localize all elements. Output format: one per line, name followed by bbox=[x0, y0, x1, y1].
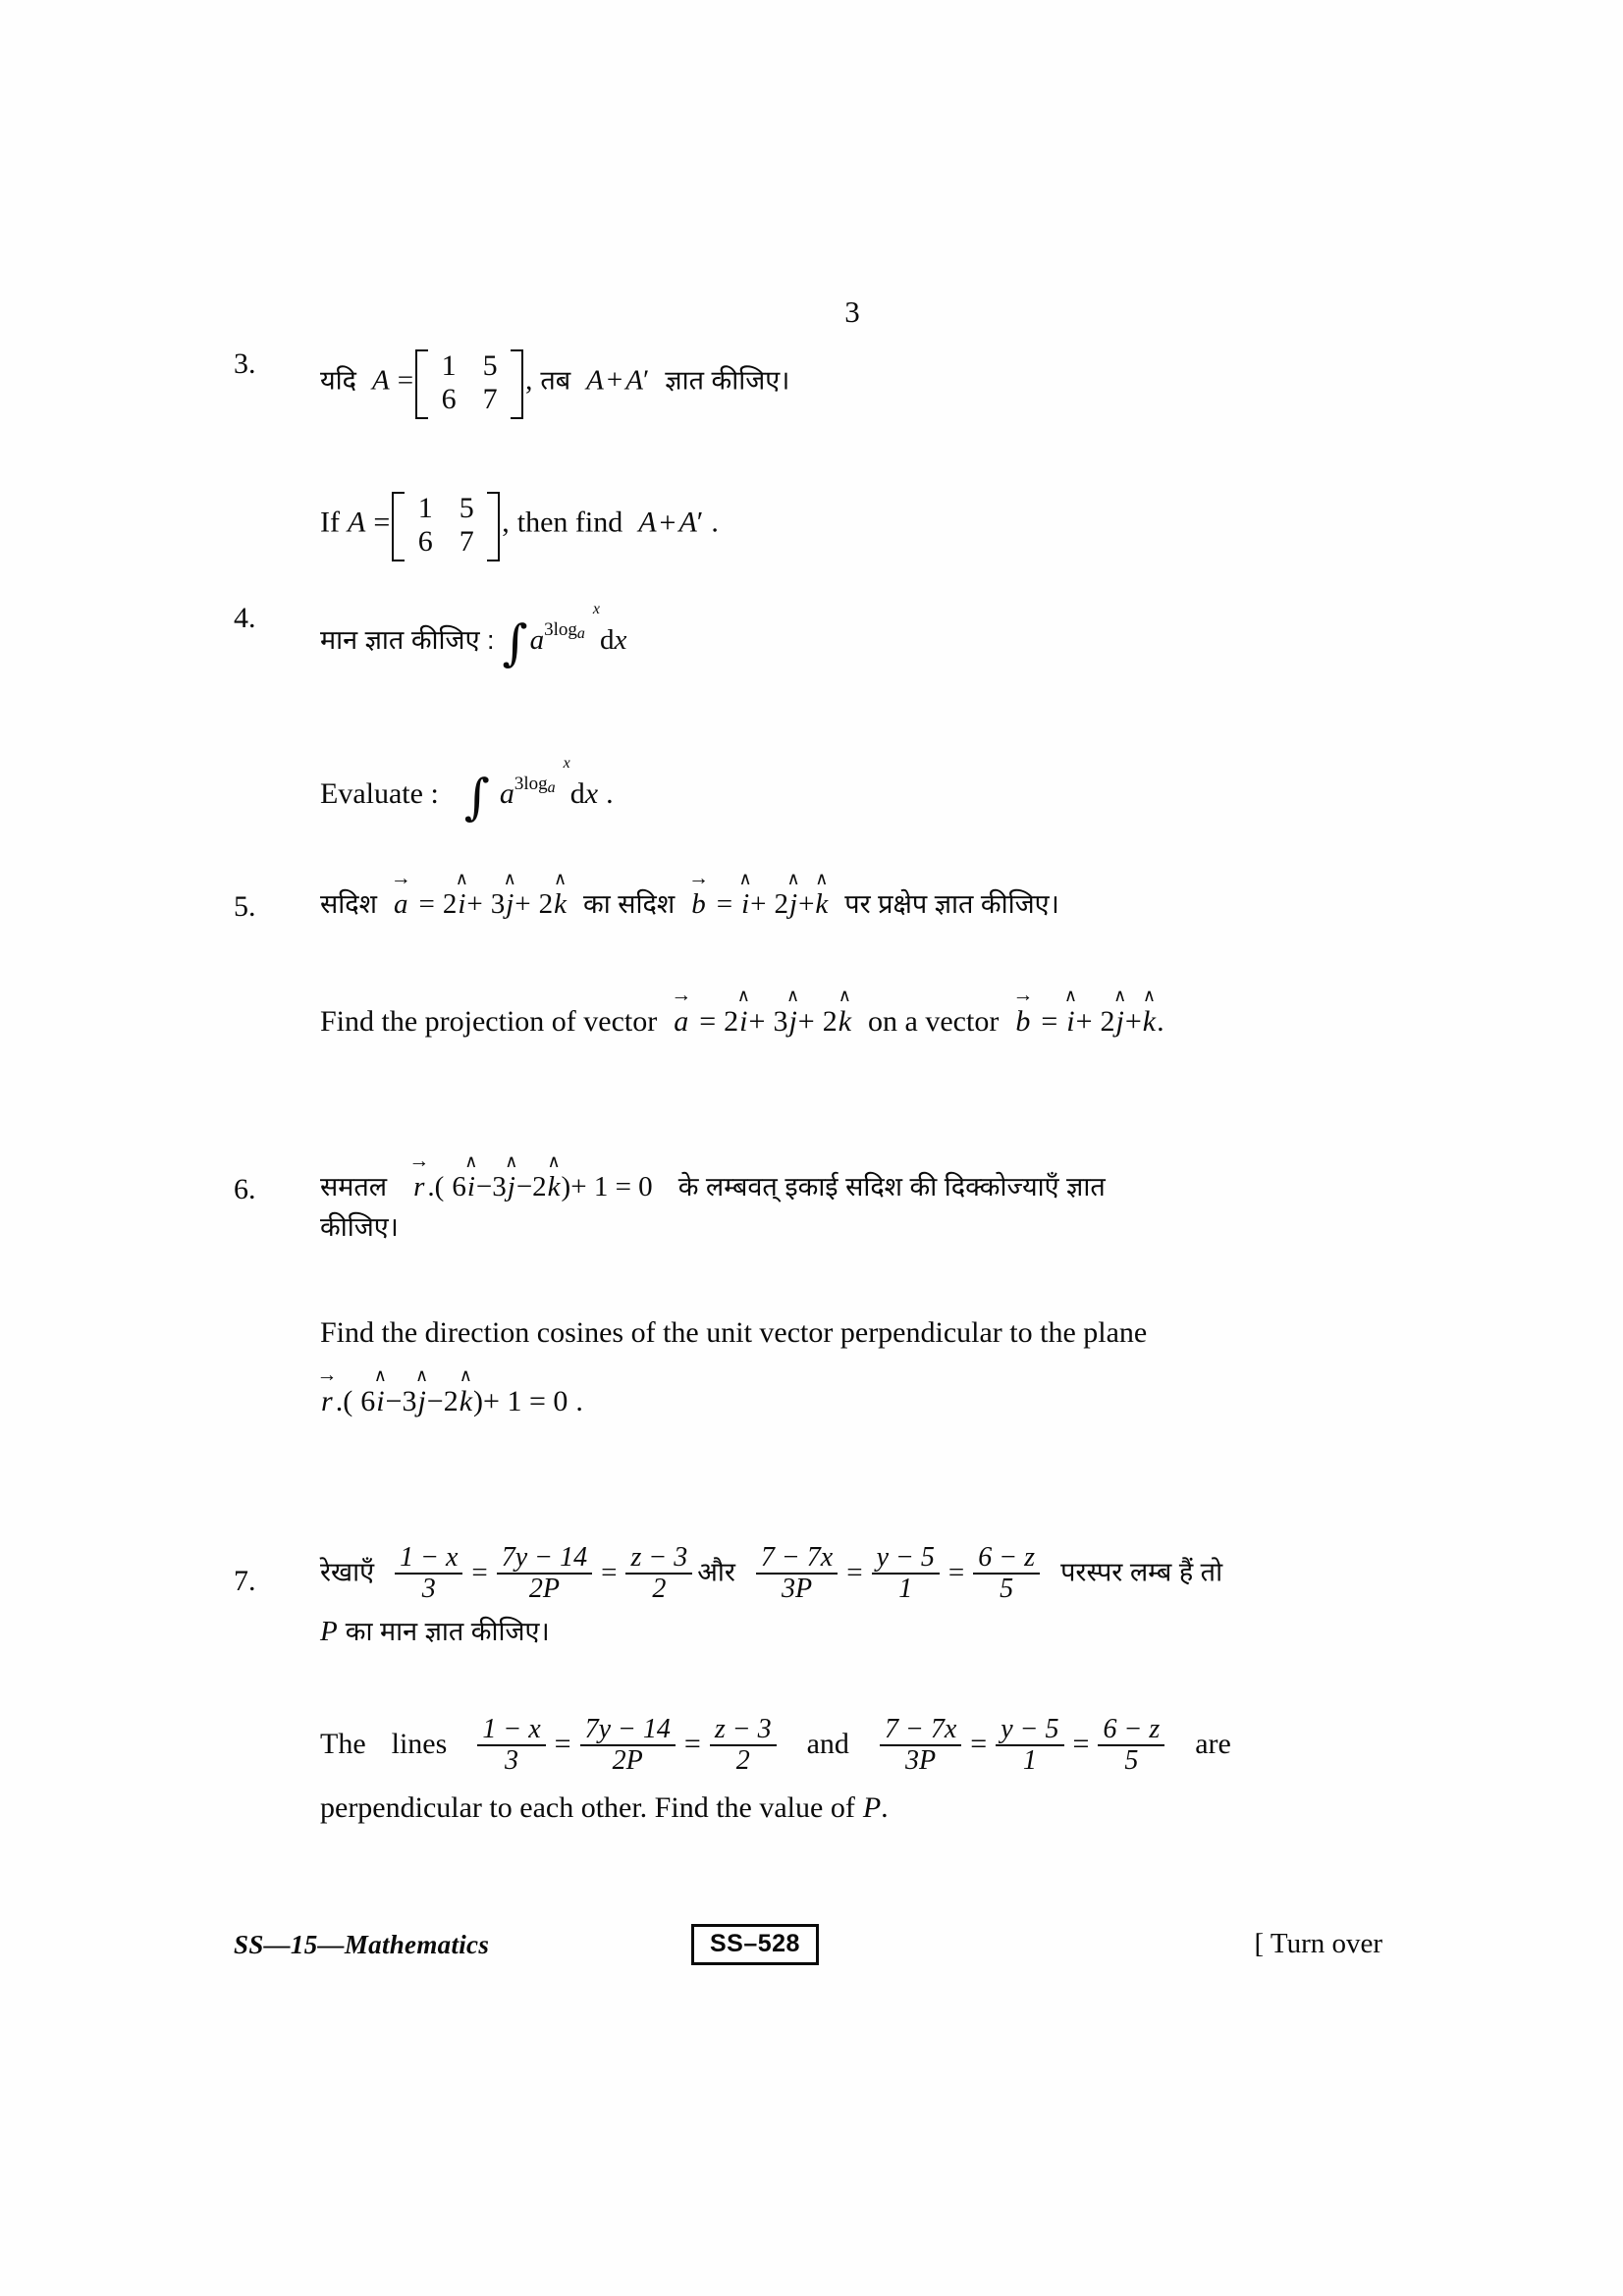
q6-hi-dot: .( bbox=[427, 1171, 445, 1202]
q6-en-lead: Find the direction cosines of the unit vector perpendicular to the plane bbox=[320, 1316, 1148, 1349]
vector-arrow-icon: → bbox=[1012, 983, 1034, 1006]
frac-numerator: 6 − z bbox=[1103, 1714, 1161, 1744]
q4-hi-exp-log: log bbox=[553, 619, 577, 640]
q4-hi-exp-arg: x bbox=[592, 601, 600, 617]
q6-hi-tail-line1: के लम्बवत् इकाई सदिश की दिक्कोज्याएँ ज्ञात bbox=[677, 1172, 1106, 1201]
hat-icon: ∧ bbox=[736, 986, 750, 1005]
frac-numerator: 7 − 7x bbox=[884, 1714, 957, 1744]
q4-hi-dvar: x bbox=[614, 624, 627, 656]
q5-en-a7: k bbox=[838, 1005, 852, 1038]
question-5 bbox=[234, 866, 1382, 1157]
q3-hi-matrix bbox=[415, 349, 523, 415]
hat-icon: ∧ bbox=[464, 1151, 478, 1171]
q6-hi-t7: k bbox=[547, 1171, 561, 1202]
q6-hi-t5: − bbox=[515, 1171, 533, 1202]
q3-en-lead: If bbox=[320, 506, 340, 539]
frac-denominator: 3 bbox=[395, 1573, 462, 1603]
q5-en-vec-b: b bbox=[1015, 1005, 1031, 1038]
q3-en-expr-b: A bbox=[678, 506, 697, 539]
q5-hi-tail: पर प्रक्षेप ज्ञात कीजिए। bbox=[844, 889, 1059, 919]
q6-hi-tail-line2: कीजिए। bbox=[320, 1212, 399, 1242]
q6-hi-t0: 6 bbox=[452, 1171, 466, 1202]
question-7 bbox=[234, 1525, 1382, 1849]
frac-denominator: 2P bbox=[580, 1744, 676, 1775]
q7-hi-frac-3 bbox=[625, 1544, 692, 1603]
q5-hi-a1: i bbox=[458, 888, 466, 920]
frac-denominator: 1 bbox=[872, 1573, 940, 1603]
q7-en-frac-4 bbox=[880, 1716, 961, 1775]
question-5-english bbox=[320, 919, 1382, 1037]
q5-en-b5: k bbox=[1142, 1005, 1157, 1038]
frac-numerator: 1 − x bbox=[400, 1542, 459, 1573]
q7-en-eq-2: = bbox=[683, 1727, 701, 1760]
q5-hi-vec-a: a bbox=[393, 888, 408, 920]
question-7-hindi-line2 bbox=[320, 1604, 1382, 1646]
q6-en-vec-r: r bbox=[321, 1385, 333, 1417]
q4-hi-base: a bbox=[529, 624, 545, 656]
q7-en-lead: The bbox=[320, 1727, 366, 1760]
q5-hi-b2: 2 bbox=[774, 888, 788, 920]
q3-en-tail: . bbox=[711, 506, 719, 539]
q5-hi-a7: k bbox=[554, 888, 568, 920]
q3-en-var: A bbox=[347, 506, 366, 539]
q5-hi-a4: j bbox=[506, 888, 514, 920]
q3-hi-var: A bbox=[372, 364, 390, 397]
frac-denominator: 3 bbox=[477, 1744, 545, 1775]
frac-numerator: 1 − x bbox=[482, 1714, 541, 1744]
q7-hi-lead: रेखाएँ bbox=[320, 1557, 375, 1587]
vector-b-symbol bbox=[1012, 983, 1034, 1038]
q5-en-b3: j bbox=[1115, 1005, 1124, 1038]
q6-hi-t6: 2 bbox=[532, 1171, 547, 1202]
q6-hi-lead: समतल bbox=[320, 1172, 388, 1201]
question-6-number: 6. bbox=[234, 1173, 256, 1205]
unit-vector-i bbox=[1063, 986, 1077, 1038]
unit-vector-i bbox=[373, 1365, 387, 1417]
q5-hi-a3: 3 bbox=[490, 888, 506, 920]
question-6-hindi-line2 bbox=[320, 1201, 1382, 1242]
q7-en-tail-end: . bbox=[881, 1791, 889, 1824]
vector-arrow-icon: → bbox=[316, 1362, 338, 1386]
hat-icon: ∧ bbox=[415, 1365, 429, 1385]
matrix-left-bracket bbox=[415, 349, 428, 419]
hat-icon: ∧ bbox=[373, 1365, 387, 1385]
hat-icon: ∧ bbox=[459, 1365, 472, 1385]
vector-a-symbol bbox=[390, 866, 411, 920]
q3-en-comma: , bbox=[502, 506, 510, 539]
q7-en-eq-1: = bbox=[554, 1727, 571, 1760]
q4-en-base: a bbox=[499, 777, 514, 810]
integral-icon: ∫ bbox=[463, 769, 490, 826]
vector-r-symbol bbox=[316, 1362, 338, 1417]
q3-hi-comma: , bbox=[525, 364, 533, 397]
q5-hi-a5: + bbox=[514, 888, 531, 920]
question-5-hindi bbox=[320, 866, 1382, 920]
q5-en-vec-a: a bbox=[674, 1005, 689, 1038]
unit-vector-k bbox=[814, 869, 829, 920]
q4-hi-exp-coeff: 3 bbox=[544, 619, 554, 640]
frac-denominator: 3P bbox=[756, 1573, 838, 1603]
q4-en-exp-coeff: 3 bbox=[514, 774, 524, 794]
q7-hi-eq-3: = bbox=[846, 1556, 863, 1588]
q5-en-eq1: = bbox=[699, 1005, 717, 1038]
q7-en-tail-pre: are bbox=[1195, 1727, 1231, 1760]
q6-hi-t1: i bbox=[466, 1171, 475, 1202]
question-6-hindi-line1 bbox=[320, 1148, 1382, 1202]
q5-hi-b1: + bbox=[750, 888, 767, 920]
q3-en-m10: 6 bbox=[417, 524, 433, 558]
q4-en-tail: . bbox=[606, 777, 614, 810]
q3-en-m01: 5 bbox=[459, 492, 474, 525]
question-7-hindi-line1 bbox=[320, 1525, 1382, 1604]
q5-hi-lead: सदिश bbox=[320, 889, 377, 919]
q6-en-tail: . bbox=[575, 1385, 583, 1417]
q7-en-eq-3: = bbox=[970, 1727, 988, 1760]
question-4-hindi bbox=[320, 588, 1382, 671]
unit-vector-k bbox=[838, 986, 852, 1038]
q5-en-a3: 3 bbox=[773, 1005, 788, 1038]
q7-hi-eq-2: = bbox=[601, 1556, 618, 1588]
q3-en-m11: 7 bbox=[459, 524, 474, 558]
q4-en-lead: Evaluate : bbox=[320, 777, 439, 810]
hat-icon: ∧ bbox=[1113, 986, 1127, 1005]
q3-hi-lead: यदि bbox=[320, 365, 356, 396]
hat-icon: ∧ bbox=[815, 869, 829, 888]
frac-denominator: 2 bbox=[625, 1573, 692, 1603]
q7-hi-eq-4: = bbox=[947, 1556, 965, 1588]
vector-arrow-icon: → bbox=[390, 866, 411, 889]
q5-hi-b3: j bbox=[789, 888, 798, 920]
q6-hi-t4: j bbox=[507, 1171, 515, 1202]
q3-hi-plus: + bbox=[606, 364, 623, 397]
q5-hi-b5: k bbox=[815, 888, 829, 920]
q4-hi-lead: मान ज्ञात कीजिए : bbox=[320, 625, 495, 655]
q6-hi-t2: − bbox=[475, 1171, 493, 1202]
vector-arrow-icon: → bbox=[408, 1148, 430, 1172]
q7-hi-conj: और bbox=[697, 1557, 735, 1587]
hat-icon: ∧ bbox=[503, 869, 516, 888]
q6-hi-plus-one: + 1 = 0 bbox=[570, 1171, 653, 1202]
unit-vector-j bbox=[503, 869, 516, 920]
q6-en-t6: 2 bbox=[443, 1385, 459, 1417]
q5-hi-b0: i bbox=[741, 888, 750, 920]
q6-en-plus-one: + 1 = 0 bbox=[483, 1385, 568, 1417]
q7-hi-tail-line2: का मान ज्ञात कीजिए। bbox=[345, 1617, 550, 1646]
unit-vector-k bbox=[1142, 986, 1157, 1038]
frac-numerator: y − 5 bbox=[1001, 1714, 1059, 1744]
q5-hi-a2: + bbox=[466, 888, 483, 920]
unit-vector-i bbox=[464, 1151, 478, 1202]
unit-vector-j bbox=[1113, 986, 1127, 1038]
q6-en-t5: − bbox=[426, 1385, 444, 1417]
page-content bbox=[234, 294, 1382, 1849]
matrix-right-bracket bbox=[511, 349, 523, 419]
question-7-number: 7. bbox=[234, 1565, 256, 1597]
q5-en-a1: i bbox=[739, 1005, 748, 1038]
q6-en-t0: 6 bbox=[360, 1385, 376, 1417]
q5-en-a4: j bbox=[788, 1005, 797, 1038]
question-4-number: 4. bbox=[234, 602, 256, 634]
q5-en-lead: Find the projection of vector bbox=[320, 1005, 658, 1038]
hat-icon: ∧ bbox=[786, 986, 800, 1005]
q3-hi-m01: 5 bbox=[482, 349, 498, 382]
q7-hi-frac-2 bbox=[497, 1544, 592, 1603]
q3-en-then: then find bbox=[516, 506, 623, 539]
q5-en-a0: 2 bbox=[724, 1005, 739, 1038]
hat-icon: ∧ bbox=[547, 1151, 561, 1171]
vector-a-symbol bbox=[671, 983, 692, 1038]
q5-en-b2: 2 bbox=[1100, 1005, 1115, 1038]
q7-en-frac-1 bbox=[477, 1716, 545, 1775]
turn-over-label: [ Turn over bbox=[1254, 1928, 1382, 1959]
integral-icon: ∫ bbox=[502, 614, 528, 671]
subject-code-label: SS—15—Mathematics bbox=[234, 1930, 490, 1959]
question-6-english-line2 bbox=[316, 1348, 1382, 1417]
frac-denominator: 2 bbox=[710, 1744, 777, 1775]
q4-en-differential: d bbox=[569, 777, 585, 810]
frac-denominator: 2P bbox=[497, 1573, 592, 1603]
hat-icon: ∧ bbox=[1142, 986, 1157, 1005]
question-7-english-line2 bbox=[320, 1776, 1382, 1823]
q6-hi-t3: 3 bbox=[492, 1171, 507, 1202]
unit-vector-i bbox=[736, 986, 750, 1038]
q7-hi-eq-1: = bbox=[471, 1556, 488, 1588]
frac-denominator: 3P bbox=[880, 1744, 961, 1775]
q7-en-frac-6 bbox=[1098, 1716, 1164, 1775]
hat-icon: ∧ bbox=[1063, 986, 1077, 1005]
q7-hi-frac-1 bbox=[395, 1544, 462, 1603]
q5-en-mid: on a vector bbox=[868, 1005, 1000, 1038]
unit-vector-j bbox=[415, 1365, 429, 1417]
q6-en-dot: .( bbox=[335, 1385, 353, 1417]
q7-hi-frac-6 bbox=[973, 1544, 1040, 1603]
q3-hi-then: तब bbox=[540, 365, 571, 396]
q3-en-matrix bbox=[392, 492, 500, 558]
q6-en-close: ) bbox=[473, 1385, 484, 1417]
hat-icon: ∧ bbox=[554, 869, 568, 888]
unit-vector-k bbox=[459, 1365, 473, 1417]
hat-icon: ∧ bbox=[505, 1151, 518, 1171]
unit-vector-k bbox=[547, 1151, 562, 1202]
q4-en-exp-log-base: a bbox=[547, 779, 556, 796]
page-number: 3 bbox=[844, 294, 860, 329]
question-3-hindi bbox=[320, 347, 1382, 415]
hat-icon: ∧ bbox=[786, 869, 800, 888]
q3-en-m00: 1 bbox=[417, 492, 433, 525]
q7-en-frac-2 bbox=[580, 1716, 676, 1775]
q7-hi-frac-4 bbox=[756, 1544, 838, 1603]
frac-numerator: y − 5 bbox=[876, 1542, 935, 1573]
q5-hi-vec-b: b bbox=[691, 888, 706, 920]
question-3-english bbox=[320, 415, 1382, 558]
q3-hi-equals: = bbox=[397, 364, 414, 397]
unit-vector-j bbox=[786, 986, 800, 1038]
hat-icon: ∧ bbox=[455, 869, 468, 888]
q4-en-dvar: x bbox=[584, 777, 599, 810]
hat-icon: ∧ bbox=[838, 986, 851, 1005]
q6-en-t7: k bbox=[459, 1385, 473, 1417]
q3-hi-expr-a: A bbox=[586, 364, 604, 397]
frac-numerator: 7y − 14 bbox=[501, 1542, 588, 1573]
q7-en-tail-var: P bbox=[862, 1791, 882, 1824]
vector-arrow-icon: → bbox=[671, 983, 692, 1006]
q5-en-tail: . bbox=[1157, 1005, 1164, 1038]
q7-hi-frac-5 bbox=[872, 1544, 940, 1603]
question-3-number: 3. bbox=[234, 347, 256, 380]
q5-en-eq2: = bbox=[1041, 1005, 1058, 1038]
question-7-english-line1 bbox=[320, 1646, 1382, 1776]
q5-en-b4: + bbox=[1124, 1005, 1142, 1038]
q3-en-expr-a: A bbox=[638, 506, 657, 539]
q3-hi-expr-b: A bbox=[625, 364, 643, 397]
question-4-english bbox=[320, 667, 1382, 826]
q5-en-b0: i bbox=[1066, 1005, 1075, 1038]
question-5-number: 5. bbox=[234, 890, 256, 923]
q6-hi-close: ) bbox=[561, 1171, 571, 1202]
q6-en-t1: i bbox=[376, 1385, 385, 1417]
q7-en-frac-5 bbox=[996, 1716, 1063, 1775]
q7-en-conj: and bbox=[806, 1727, 849, 1760]
unit-vector-i bbox=[455, 869, 468, 920]
q7-hi-tail-var: P bbox=[320, 1616, 338, 1647]
frac-denominator: 5 bbox=[973, 1573, 1040, 1603]
frac-numerator: 7y − 14 bbox=[584, 1714, 671, 1744]
frac-denominator: 5 bbox=[1098, 1744, 1164, 1775]
q4-hi-exp-log-base: a bbox=[576, 625, 585, 642]
q3-hi-m10: 6 bbox=[441, 382, 457, 415]
matrix-left-bracket bbox=[392, 492, 405, 561]
q5-hi-a0: 2 bbox=[442, 888, 458, 920]
frac-numerator: 6 − z bbox=[978, 1542, 1036, 1573]
question-3 bbox=[234, 347, 1382, 588]
question-6 bbox=[234, 1148, 1382, 1525]
frac-numerator: 7 − 7x bbox=[760, 1542, 834, 1573]
q5-hi-b4: + bbox=[798, 888, 815, 920]
question-6-english-line1 bbox=[320, 1242, 1382, 1348]
q4-en-exp-arg: x bbox=[563, 755, 570, 772]
q3-hi-tail: ज्ञात कीजिए। bbox=[665, 365, 790, 396]
unit-vector-j bbox=[505, 1151, 518, 1202]
q6-en-t3: 3 bbox=[402, 1385, 417, 1417]
q4-hi-differential: d bbox=[599, 624, 615, 656]
paper-code-badge: SS–528 bbox=[691, 1924, 819, 1965]
q5-hi-mid: का सदिश bbox=[583, 889, 676, 919]
q5-en-a2: + bbox=[748, 1005, 766, 1038]
q3-hi-prime: ′ bbox=[642, 364, 650, 397]
unit-vector-k bbox=[553, 869, 568, 920]
q6-en-t2: − bbox=[385, 1385, 403, 1417]
q7-en-frac-3 bbox=[710, 1716, 777, 1775]
q4-en-exp-log: log bbox=[523, 774, 548, 794]
q5-en-a5: + bbox=[797, 1005, 815, 1038]
hat-icon: ∧ bbox=[738, 869, 752, 888]
q3-en-prime: ′ bbox=[696, 506, 704, 539]
vector-r-symbol bbox=[408, 1148, 430, 1202]
q6-hi-vec-r: r bbox=[413, 1171, 425, 1202]
q5-en-b1: + bbox=[1075, 1005, 1093, 1038]
q5-hi-eq1: = bbox=[418, 888, 435, 920]
q7-en-tail-line2: perpendicular to each other. Find the value of bbox=[320, 1791, 855, 1824]
q5-en-a6: 2 bbox=[822, 1005, 838, 1038]
q3-hi-m11: 7 bbox=[482, 382, 498, 415]
q5-hi-a6: 2 bbox=[538, 888, 554, 920]
matrix-right-bracket bbox=[487, 492, 500, 561]
q3-en-equals: = bbox=[373, 506, 391, 539]
vector-b-symbol bbox=[687, 866, 709, 920]
frac-numerator: z − 3 bbox=[630, 1542, 688, 1573]
q7-en-eq-4: = bbox=[1072, 1727, 1090, 1760]
page-footer bbox=[234, 1924, 1382, 1983]
unit-vector-i bbox=[738, 869, 752, 920]
unit-vector-j bbox=[786, 869, 800, 920]
q5-hi-eq2: = bbox=[716, 888, 733, 920]
q7-hi-tail-line1: परस्पर लम्ब हैं तो bbox=[1060, 1557, 1223, 1587]
frac-numerator: z − 3 bbox=[714, 1714, 772, 1744]
vector-arrow-icon: → bbox=[687, 866, 709, 889]
q3-hi-m00: 1 bbox=[441, 349, 457, 382]
frac-denominator: 1 bbox=[996, 1744, 1063, 1775]
q3-en-plus: + bbox=[659, 506, 676, 539]
q7-en-lead2: lines bbox=[391, 1727, 448, 1760]
question-4 bbox=[234, 588, 1382, 873]
q6-en-t4: j bbox=[417, 1385, 426, 1417]
